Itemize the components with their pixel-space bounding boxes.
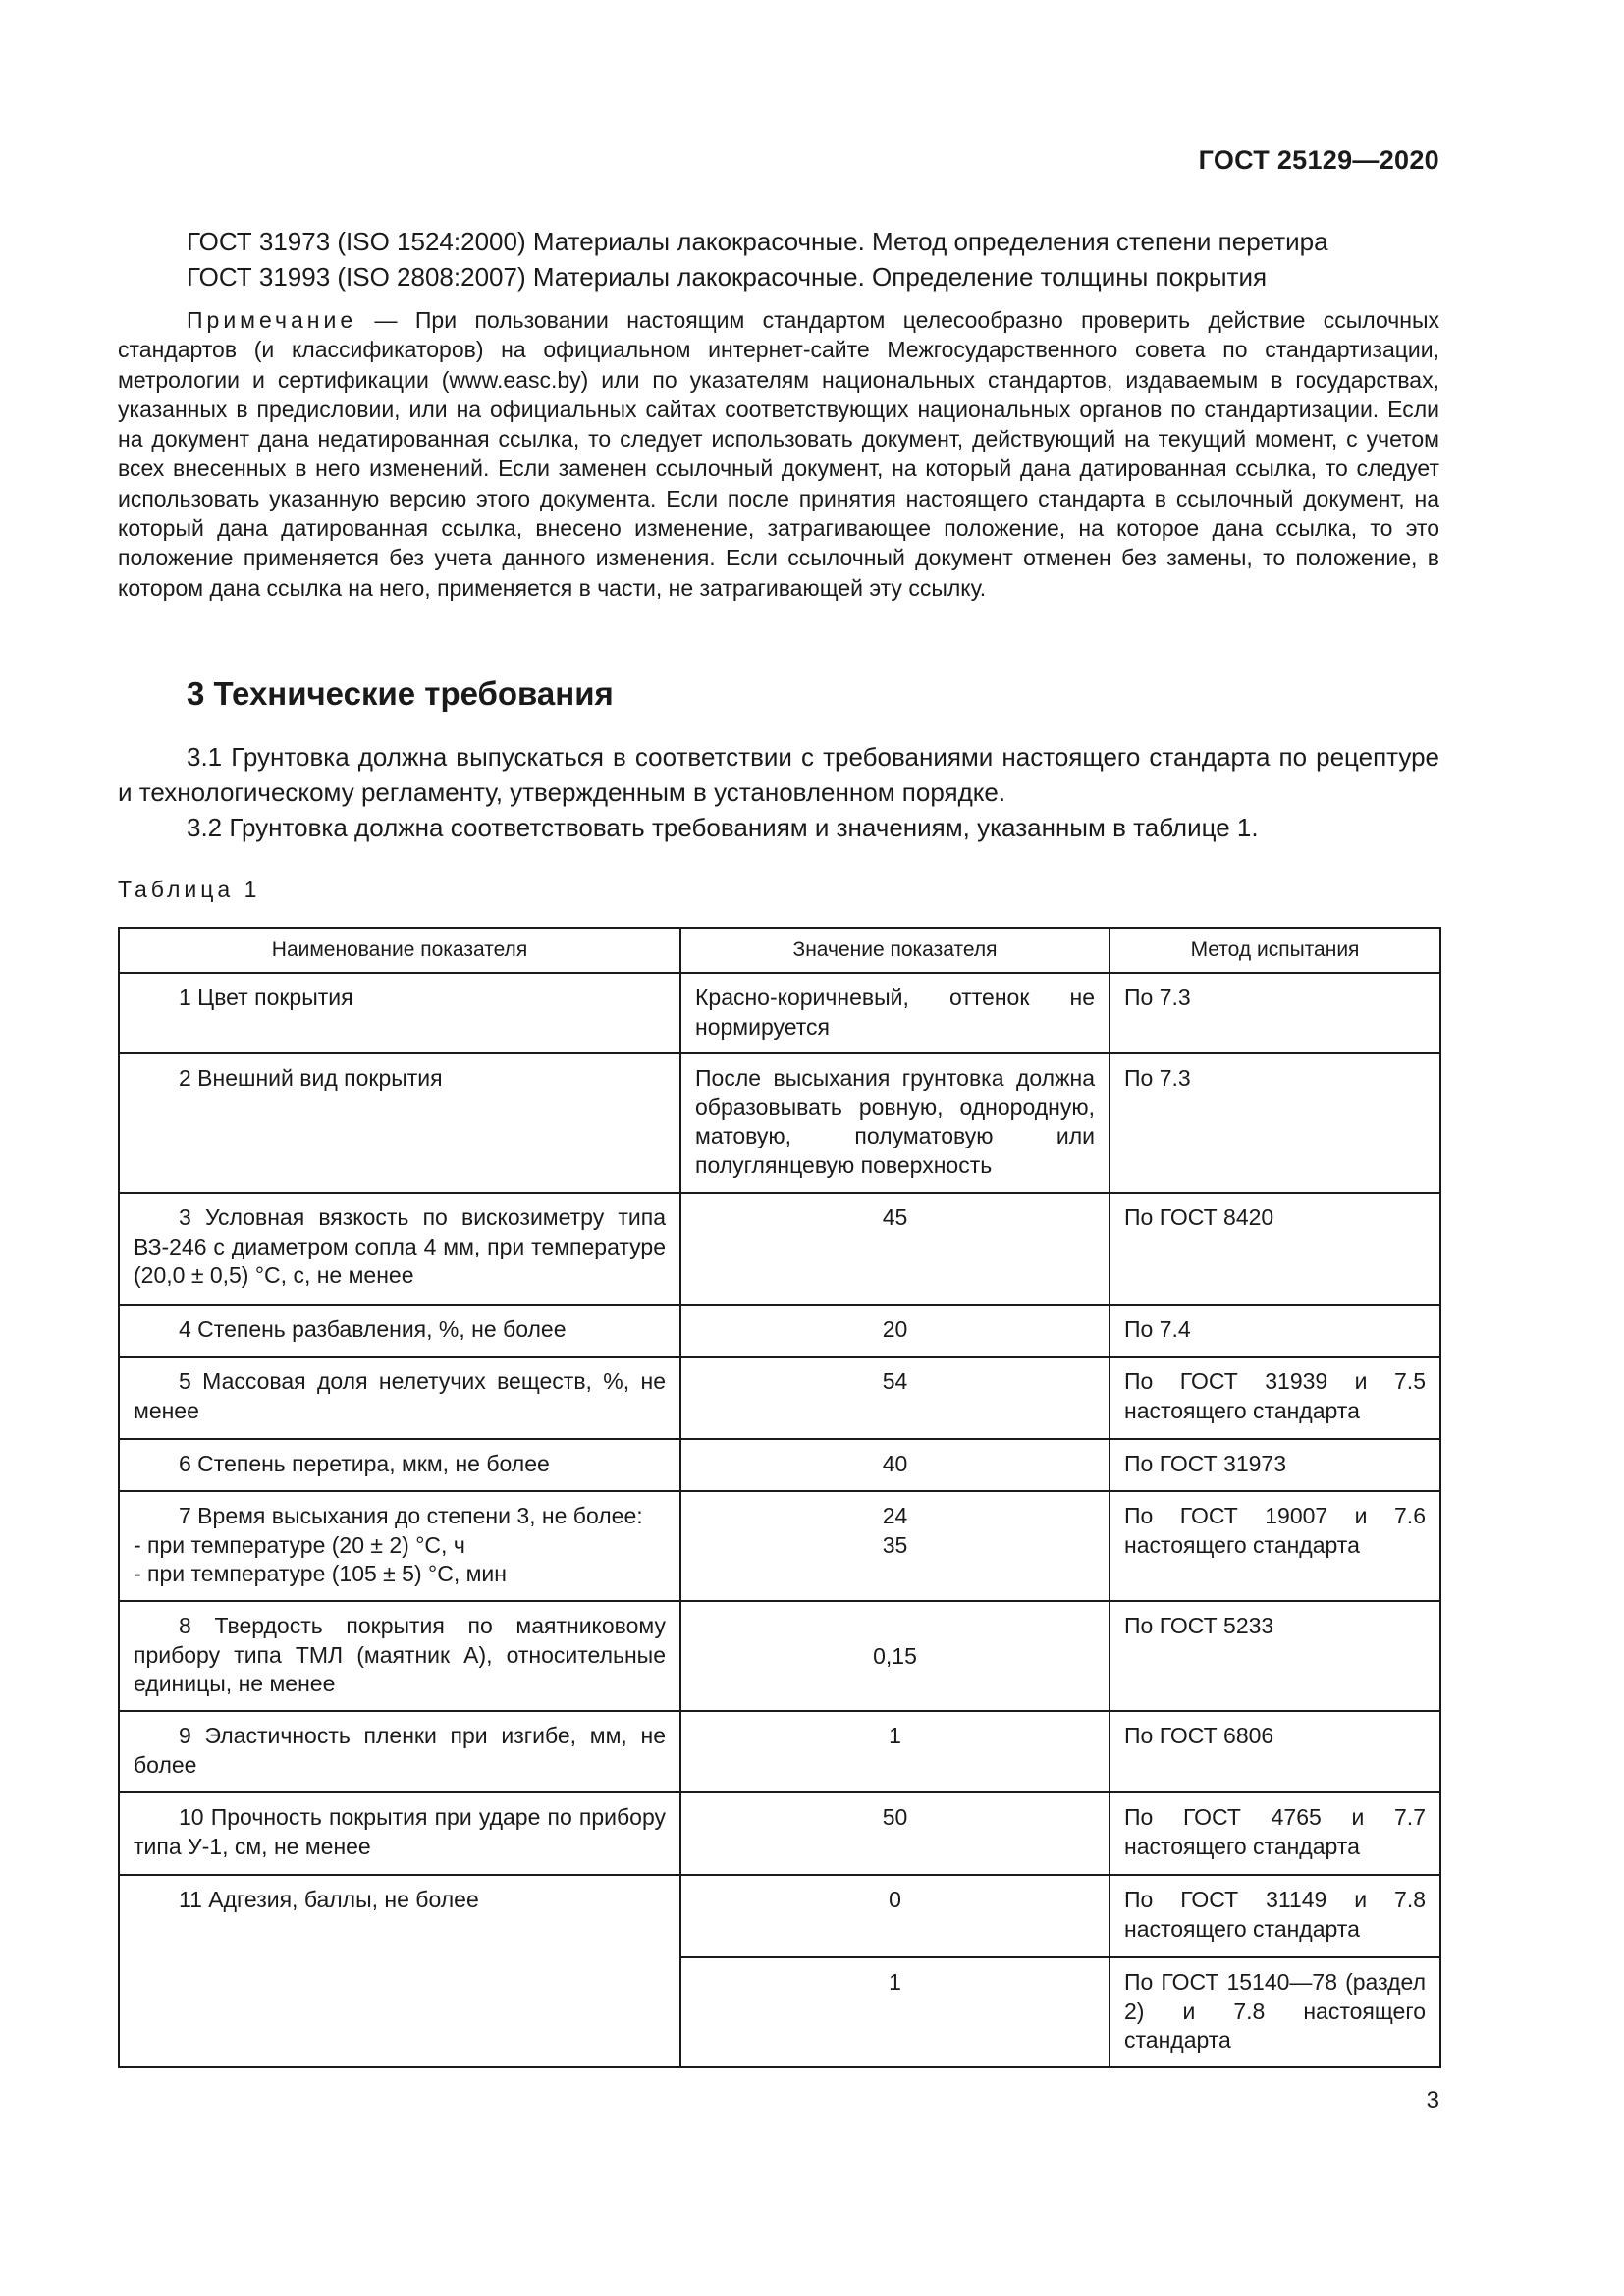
table-row (119, 1601, 1440, 1711)
header-test-method: Метод испытания (1110, 928, 1440, 973)
indicator-value: 0 (680, 1875, 1110, 1957)
indicator-value: 45 (680, 1193, 1110, 1305)
table-row (119, 1439, 1440, 1491)
indicator-name: 3 Условная вязкость по вискозиметру типа ВЗ-246 с диаметром сопла 4 мм, при температуре (20,0 ± 0,5) °С, с, не менее (119, 1193, 680, 1305)
document-number: ГОСТ 25129—2020 (1198, 145, 1439, 175)
requirements-table (118, 927, 1441, 2068)
table-row (119, 973, 1440, 1053)
indicator-name: 4 Степень разбавления, %, не более (119, 1305, 680, 1357)
sub-condition: - при температуре (105 ± 5) °С, мин (134, 1561, 507, 1586)
table-row (119, 1193, 1440, 1305)
sub-condition: - при температуре (20 ± 2) °С, ч (134, 1531, 465, 1558)
indicator-name: 11 Адгезия, баллы, не более (119, 1875, 680, 2067)
table-header-row (119, 928, 1440, 973)
indicator-value: 54 (680, 1357, 1110, 1439)
clause-3-2: 3.2 Грунтовка должна соответствовать требованиям и значениям, указанным в таблице 1. (187, 813, 1259, 842)
clause-3-1: 3.1 Грунтовка должна выпускаться в соответствии с требованиями настоящего стандарта по рецептуре и технологическому регламенту, утвержденным в установленном порядке. (118, 742, 1439, 807)
table-row (119, 1875, 1440, 1957)
note-label: Примечание (187, 307, 357, 333)
table-row (119, 1357, 1440, 1439)
indicator-name: 10 Прочность покрытия при ударе по прибору типа У-1, см, не менее (119, 1792, 680, 1875)
indicator-value: 20 (680, 1305, 1110, 1357)
indicator-name: 8 Твердость покрытия по маятниковому прибору типа ТМЛ (маятник А), относительные единицы, не менее (119, 1601, 680, 1711)
indicator-value: Красно-коричневый, оттенок не нормируется (680, 973, 1110, 1053)
indicator-value: 1 (680, 1711, 1110, 1792)
table-row (119, 1711, 1440, 1792)
table-caption: Таблица 1 (118, 877, 261, 902)
test-method: По ГОСТ 8420 (1110, 1193, 1440, 1305)
normative-references (118, 224, 1439, 294)
note-text: — При пользовании настоящим стандартом целесообразно проверить действие ссылочных стандартов (и классификаторов) на официальном интернет-сайте Межгосударственного совета по стандартизации, метрологии и сертификации (www.easc.by) или по указателям национальных стандартов, издаваемым в государствах, указанных в предисловии, или на официальных сайтах соответствующих национальных органов по стандартизации. Если на документ дана недатированная ссылка, то следует использовать документ, действующий на текущий момент, с учетом всех внесенных в него изменений. Если заменен ссылочный документ, на который дана датированная ссылка, то следует использовать указанную версию этого документа. Если после принятия настоящего стандарта в ссылочный документ, на который дана датированная ссылка, внесено изменение, затрагивающее положение, на которое дана ссылка, то это положение применяется без учета данного изменения. Если ссылочный документ отменен без замены, то положение, в котором дана ссылка на него, применяется в части, не затрагивающей эту ссылку. (118, 307, 1439, 601)
indicator-name: 6 Степень перетира, мкм, не более (119, 1439, 680, 1491)
indicator-value: 40 (680, 1439, 1110, 1491)
indicator-name: 9 Эластичность пленки при изгибе, мм, не более (119, 1711, 680, 1792)
header-indicator-name: Наименование показателя (119, 928, 680, 973)
test-method: По 7.3 (1110, 1053, 1440, 1193)
header-indicator-value: Значение показателя (680, 928, 1110, 973)
table-row (119, 1053, 1440, 1193)
test-method: По 7.3 (1110, 973, 1440, 1053)
indicator-name: 1 Цвет покрытия (119, 973, 680, 1053)
table-row (119, 1491, 1440, 1601)
indicator-name: 2 Внешний вид покрытия (119, 1053, 680, 1193)
test-method: По ГОСТ 5233 (1110, 1601, 1440, 1711)
page-number: 3 (1426, 2087, 1439, 2113)
test-method: По ГОСТ 15140—78 (раздел 2) и 7.8 настоящего стандарта (1110, 1957, 1440, 2067)
test-method: По ГОСТ 31973 (1110, 1439, 1440, 1491)
indicator-name: 7 Время высыхания до степени 3, не более: - при температуре (20 ± 2) °С, ч - при температуре (105 ± 5) °С, мин (119, 1491, 680, 1601)
test-method: По ГОСТ 19007 и 7.6 настоящего стандарта (1110, 1491, 1440, 1601)
note-paragraph (118, 305, 1439, 603)
indicator-value: 1 (680, 1957, 1110, 2067)
indicator-value: 50 (680, 1792, 1110, 1875)
test-method: По ГОСТ 4765 и 7.7 настоящего стандарта (1110, 1792, 1440, 1875)
test-method: По ГОСТ 31149 и 7.8 настоящего стандарта (1110, 1875, 1440, 1957)
reference-item: ГОСТ 31993 (ISO 2808:2007) Материалы лакокрасочные. Определение толщины покрытия (187, 262, 1268, 292)
test-method: По ГОСТ 6806 (1110, 1711, 1440, 1792)
test-method: По 7.4 (1110, 1305, 1440, 1357)
indicator-value: После высыхания грунтовка должна образовывать ровную, однородную, матовую, полуматовую или полуглянцевую поверхность (680, 1053, 1110, 1193)
reference-item: ГОСТ 31973 (ISO 1524:2000) Материалы лакокрасочные. Метод определения степени перетира (187, 227, 1328, 256)
indicator-name: 5 Массовая доля нелетучих веществ, %, не менее (119, 1357, 680, 1439)
section-title: 3 Технические требования (187, 675, 614, 712)
test-method: По ГОСТ 31939 и 7.5 настоящего стандарта (1110, 1357, 1440, 1439)
indicator-value: 24 35 (680, 1491, 1110, 1601)
table-row (119, 1792, 1440, 1875)
table-row (119, 1305, 1440, 1357)
indicator-value: 0,15 (680, 1601, 1110, 1711)
